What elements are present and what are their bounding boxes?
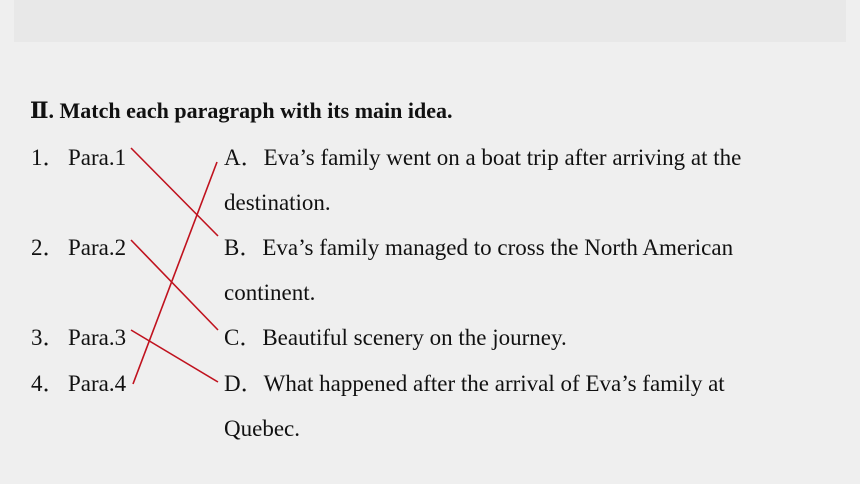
para-1-label: Para.1: [68, 145, 127, 170]
option-c-line-1: C．Beautiful scenery on the journey.: [224, 325, 567, 350]
option-d-line-2: Quebec.: [224, 416, 300, 441]
top-band: [14, 0, 846, 42]
match-line-para1-b: [131, 148, 218, 236]
option-a-line-1: A．Eva’s family went on a boat trip after arriving at the: [224, 145, 742, 170]
para-2-number: 2．: [31, 235, 66, 260]
para-4-label: Para.4: [68, 371, 127, 396]
option-b-line-2: continent.: [224, 280, 316, 305]
option-b-line-1: B．Eva’s family managed to cross the North American: [224, 235, 734, 260]
para-4-number: 4．: [31, 371, 66, 396]
option-a-line-2: destination.: [224, 190, 331, 215]
option-d-line-1: D．What happened after the arrival of Eva’s family at: [224, 371, 725, 396]
para-3-label: Para.3: [68, 325, 127, 350]
match-line-para4-a: [133, 162, 217, 384]
exercise-heading: Ⅱ. Match each paragraph with its main idea.: [30, 98, 453, 123]
match-line-para2-c: [131, 240, 218, 330]
para-1-number: 1．: [31, 145, 66, 170]
match-line-para3-d: [131, 330, 218, 382]
para-2-label: Para.2: [68, 235, 127, 260]
para-3-number: 3．: [31, 325, 66, 350]
